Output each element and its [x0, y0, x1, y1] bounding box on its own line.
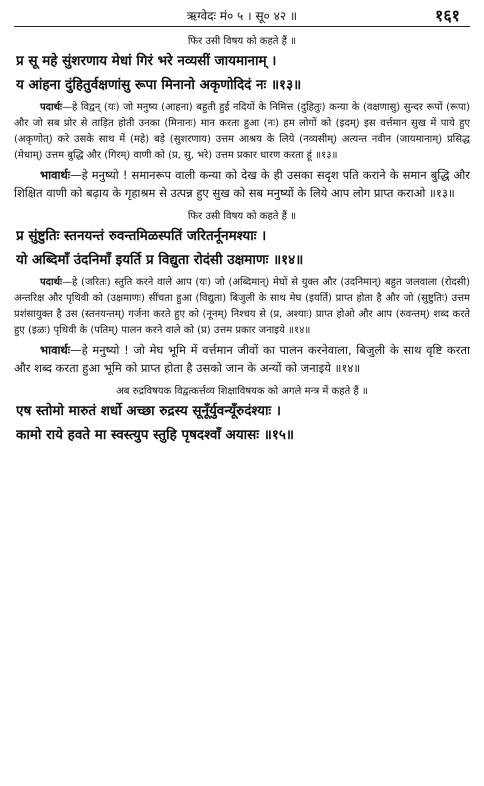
verse-section-14: [14, 210, 470, 377]
page-header: [14, 0, 470, 27]
mantra-line: प्र सू महे सुंशरणाय मेधां गिरं भरे नव्यसीं जायमानाम् ।: [16, 53, 277, 69]
mantra-line: प्र सुंष्टुतिः स्तनयन्तं रुवन्तमिळस्पतिं जरितर्नूनमश्याः ।: [16, 228, 267, 244]
bhavartha-paragraph: [14, 166, 470, 202]
bhavartha-text: —हे मनुष्यो ! जो मेघ भूमि में वर्त्तमान जीवों का पालन करनेवाला, बिजुली के साथ वृष्टि करता और शब्द करता हुआ भूमि को प्राप्त होता है उसको जान के अन्यों को जनाइये ॥१४॥: [14, 343, 470, 375]
section-intro: फिर उसी विषय को कहते हैं ॥: [187, 211, 297, 222]
bhavartha-label: भावार्थः: [40, 168, 71, 182]
mantra-line: य आंहना दुंहितुर्वक्षणांसु रूपा मिनानो अकृणोदिदं नः ॥१३॥: [16, 77, 302, 93]
verse-section-15: [14, 385, 470, 446]
mantra-line: कामो राये हवते मा स्वस्त्युप स्तुहि पृषदश्वाँ अयासः ॥१५॥: [16, 427, 294, 443]
bhavartha-paragraph: [14, 341, 470, 377]
section-intro: अब रुद्रविषयक विद्वत्कर्त्तव्य शिक्षाविषयक को अगले मन्त्र में कहते हैं ॥: [116, 386, 368, 397]
padartha-paragraph: [14, 275, 470, 339]
padartha-label: पदार्थः: [40, 102, 62, 113]
padartha-paragraph: [14, 100, 470, 164]
mantra-line: एष स्तोमो मारुतं शर्धो अच्छा रुद्रस्य सूनूँर्युवन्यूँरुदंश्याः ।: [16, 403, 281, 419]
padartha-text: —हे (जरितः) स्तुति करने वाले आप (यः) जो (अब्दिमान्) मेघों से युक्त और (उदनिमान्) बहुत जलवाला (रोदसी) अन्तरिक्ष और पृथिवी को (उक्षमाणः) सींचता हुआ (विद्युता) बिजुली के साथ मेघ (इयर्ति) प्राप्त होता है और जो (सुष्टुतिः) उत्तम प्रशंसायुक्त है उस (स्तनयन्तम्) गर्जना करते हुए को (नूनम्) निश्चय से (प्र, अश्याः) प्राप्त होओ और आप (रुवन्तम्) शब्द करते हुए (इळः) पृथिवी के (पतिम्) पालन करने वाले को (प्र) उत्तम प्रकार जनाइये ॥१४॥: [14, 277, 470, 336]
padartha-text: —हे विद्वन् (यः) जो मनुष्य (आहना) बहुती हुई नदियों के निमित्त (दुहितुः) कन्या के (वक्षणासु) सुन्दर रूपों (रूपा) और जो सब प्रोर से ताड़ित होती उनका (मिनानः) मान करता हुआ (नः) हम लोगों को (इदम्) इस वर्त्तमान सुख में पाये हुए (अकृणोत्) करे उसके साथ में (महे) बड़े (सुशरणाय) उत्तम आश्रय के लिये (नव्यसीम्) अत्यन्त नवीन (जायमानाम्) प्रसिद्ध (मेधाम्) उत्तम बुद्धि और (गिरम्) वाणी को (प्र, सु, भरे) उत्तम प्रकार धारण करता हूं ॥१३॥: [14, 102, 470, 161]
bhavartha-label: भावार्थः: [40, 343, 71, 357]
mantra-line: यो अब्दिमाँ उंदनिमाँ इयर्ति प्र विद्युता रोदंसी उक्षमाणः ॥१४॥: [16, 252, 304, 268]
bhavartha-text: —हे मनुष्यो ! समानरूप वाली कन्या को देख के ही उसका सदृश पति कराने के समान बुद्धि और शिक्षित वाणी को बढ़ाय के गृहाश्रम से उत्पन्न हुए सुख को सब मनुष्यों के लिये आप लोग प्राप्त कराओ ॥१३॥: [14, 168, 470, 200]
section-intro: फिर उसी विषय को कहते हैं ॥: [187, 36, 297, 47]
page-number: १६१: [435, 6, 460, 25]
running-title: ऋग्वेदः मं० ५ । सू० ४२ ॥: [186, 9, 298, 23]
verse-section-13: [14, 35, 470, 202]
padartha-label: पदार्थः: [40, 277, 62, 288]
